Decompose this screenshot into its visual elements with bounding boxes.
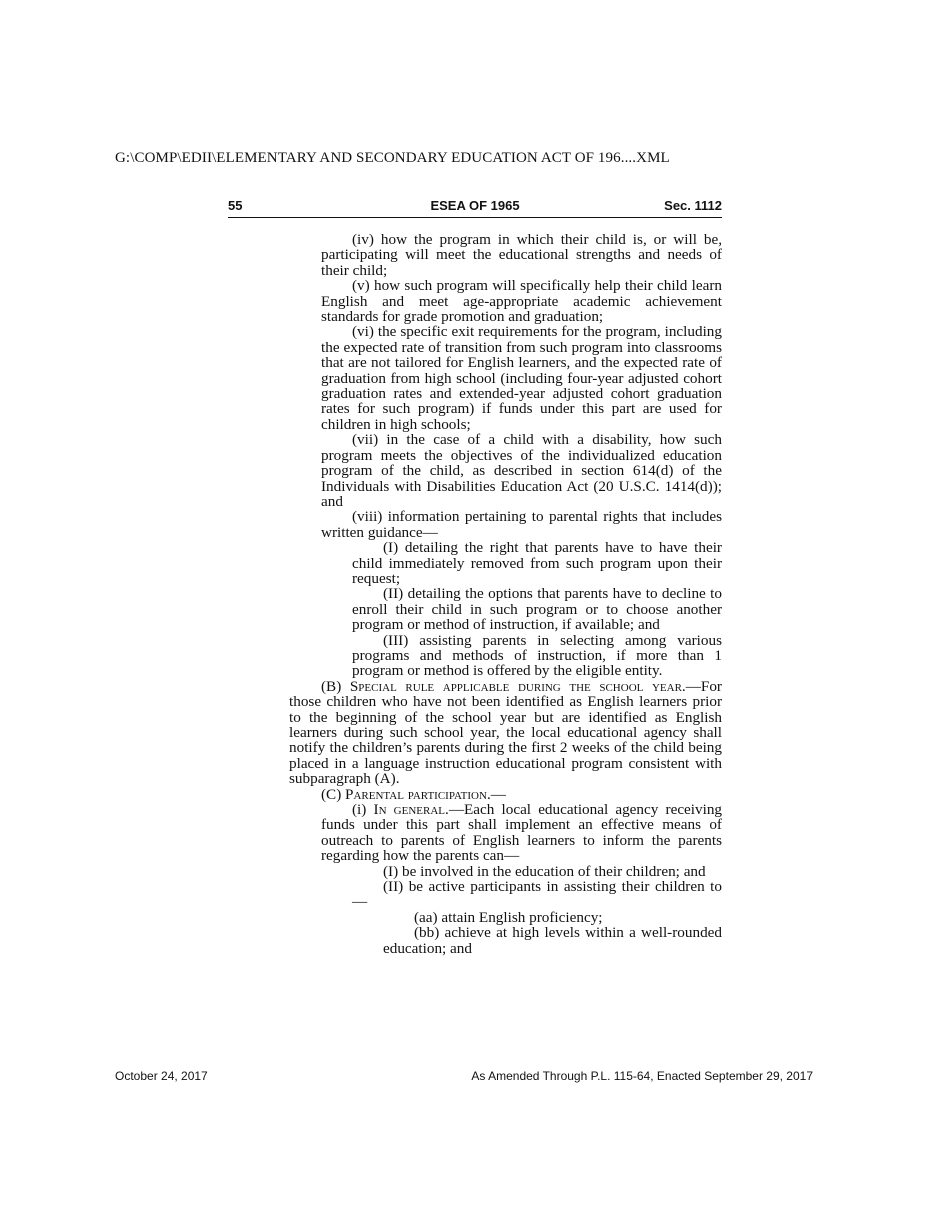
clause-viii: (viii) information pertaining to parental rights that includes written guidance— [321,508,722,541]
subparagraph-B-heading: Special rule applicable during the school year. [349,677,686,695]
act-title: ESEA OF 1965 [430,198,520,213]
subclause-viii-I: (I) detailing the right that parents have to have their child immediately removed from such program upon their request; [352,539,722,587]
subparagraph-C [289,787,722,802]
clause-C-i-heading: In general. [373,801,449,819]
clause-vi: (vi) the specific exit requirements for the program, including the expected rate of transition from such program into classrooms that are not tailored for English learners, and the expected rate of graduation from high school (including four-year adjusted cohort graduation rates and extended-year adjusted cohort graduation rates for such program) if funds under this part are used for children in high schools; [321,323,722,433]
subparagraph-B [289,679,722,787]
clause-iv: (iv) how the program in which their child is, or will be, participating will meet the educational strengths and needs of their child; [321,231,722,279]
clause-C-i-label: (i) [352,801,367,819]
subclause-viii-II: (II) detailing the options that parents have to decline to enroll their child in such program or to choose another program or method of instruction, if available; and [352,585,722,634]
file-path: G:\COMP\EDII\ELEMENTARY AND SECONDARY EDUCATION ACT OF 196....XML [115,150,670,166]
statute-body [289,232,722,956]
subclause-viii-III: (III) assisting parents in selecting among various programs and methods of instruction, if more than 1 program or method is offered by the eligible entity. [352,631,722,680]
subparagraph-C-label: (C) [321,785,342,803]
subparagraph-B-label: (B) [321,677,342,695]
subclause-C-i-II: (II) be active participants in assisting their children to— [352,878,722,911]
running-header [228,197,722,218]
item-bb: (bb) achieve at high levels within a well-rounded education; and [383,924,722,957]
subparagraph-B-text: —For those children who have not been identified as English learners prior to the beginning of the school year but are identified as English learners during such school year, the local educational agency shall notify the children’s parents during the first 2 weeks of the child being placed in a language instruction educational program consistent with subparagraph (A). [289,677,722,788]
page-number: 55 [228,198,243,213]
footer-amended-note: As Amended Through P.L. 115-64, Enacted September 29, 2017 [471,1069,813,1083]
subclause-C-i-I: (I) be involved in the education of their children; and [383,862,706,880]
clause-vii: (vii) in the case of a child with a disability, how such program meets the objectives of the individualized education program of the child, as described in section 614(d) of the Individuals with Disabilities Education Act (20 U.S.C. 1414(d)); and [321,431,722,510]
footer-date: October 24, 2017 [115,1069,208,1083]
section-number: Sec. 1112 [664,198,722,213]
subparagraph-C-heading: Parental participation. [345,785,491,803]
clause-C-i-text: —Each local educational agency receiving funds under this part shall implement an effective means of outreach to parents of English learners to inform the parents regarding how the parents can— [321,801,723,865]
subparagraph-C-dash: — [490,785,506,803]
clause-C-i [321,802,722,864]
item-aa: (aa) attain English proficiency; [414,908,603,926]
clause-v: (v) how such program will specifically help their child learn English and meet age-appropriate academic achievement standards for grade promotion and graduation; [321,277,722,326]
